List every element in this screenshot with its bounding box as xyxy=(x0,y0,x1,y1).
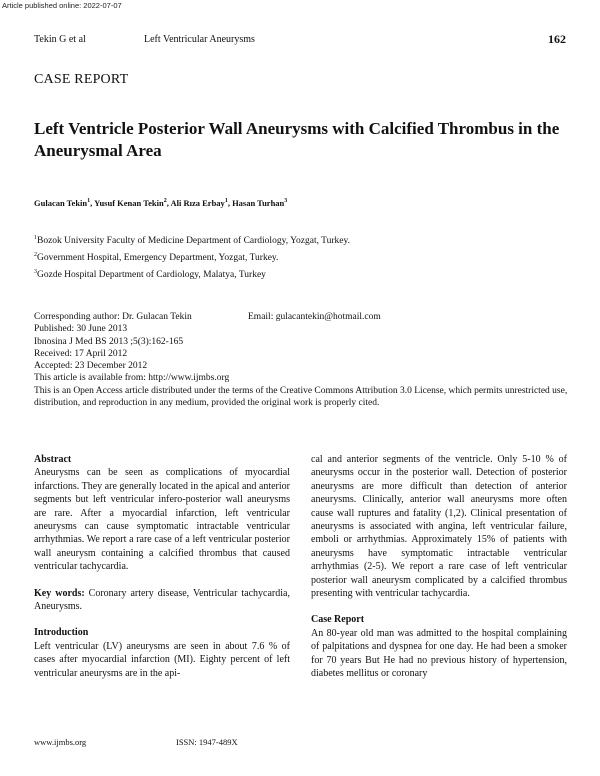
article-type: CASE REPORT xyxy=(34,72,129,87)
author-affiliation-mark: 2 xyxy=(163,198,167,205)
footer-website: www.ijmbs.org xyxy=(34,737,87,747)
case-report-heading: Case Report xyxy=(311,614,365,626)
introduction-text-part1: Left ventricular (LV) aneurysms are seen in about 7.6 % of cases after myocardial infarction (MI). Eighty percent of left ventricular aneurysms are in the api- xyxy=(34,640,290,679)
running-head xyxy=(34,34,566,50)
published-online-line: Article published online: 2022-07-07 xyxy=(2,1,122,10)
abstract-text: Aneurysms can be seen as complications of myocardial infarctions. They are generally located in the apical and anterior segments but left ventricular infero-posterior wall aneurysms are rare. After a myocardial infarction, left ventricular aneurysms can cause symptomatic intractable ventricular arrhythmias. We report a rare case of a left ventricular posterior wall aneurysm containing a calcified thrombus that caused ventricular tachycardia. xyxy=(34,467,290,573)
running-head-authors: Tekin G et al xyxy=(34,34,86,45)
author-affiliation-mark: 1 xyxy=(224,198,228,205)
accepted-date: Accepted: 23 December 2012 xyxy=(34,361,148,372)
corresponding-author: Corresponding author: Dr. Gulacan Tekin xyxy=(34,312,192,322)
keywords-label: Key words: xyxy=(34,587,85,599)
author-affiliation-mark: 3 xyxy=(284,198,288,205)
keywords-text: Coronary artery disease, Ventricular tachycardia, Aneurysms. xyxy=(34,587,290,613)
author-name: Hasan Turhan xyxy=(232,198,285,208)
author-name: Ali Rıza Erbay xyxy=(170,198,225,208)
author-name: Gulacan Tekin xyxy=(34,198,88,208)
author-list: Gulacan Tekin$^1$, Yusuf Kenan Tekin$^2$, Ali Rıza Erbay$^1$, Hasan Turhan$^3$ xyxy=(34,198,288,208)
keywords xyxy=(34,587,290,614)
abstract-heading: Abstract xyxy=(34,454,72,465)
running-head-title: Left Ventricular Aneurysms xyxy=(144,34,255,45)
article-metadata xyxy=(34,311,574,409)
corresponding-email: Email: gulacantekin@hotmail.com xyxy=(248,312,381,322)
introduction-text-part2: cal and anterior segments of the ventricle. Only 5-10 % of aneurysms occur in the posterior wall. Detection of posterior aneurysms are more difficult than detection of anterior aneurysms. Clinically, anterior wall aneurysms more often cause wall ruptures and fatality (1,2). Clinical presentation of aneurysms is associated with angina, left ventricular failure, emboli or arrhythmias. Approximately 15% of patients with aneurysms have symptomatic intractable ventricular arrhythmias (2-5). We report a rare case of left ventricular posterior wall aneurysm complicated by a calcified thrombus presenting with ventricular tachycardia. xyxy=(311,454,567,600)
affiliation: $^3$Gozde Hospital Department of Cardiology, Malatya, Turkey xyxy=(34,269,266,281)
affiliation: $^2$Government Hospital, Emergency Department, Yozgat, Turkey. xyxy=(34,252,279,264)
affiliation-list xyxy=(34,231,350,282)
availability-note: This article is available from: http://www.ijmbs.org xyxy=(34,373,230,384)
case-report-text: An 80-year old man was admitted to the hospital complaining of palpitations and dyspnea for one day. He had been a smoker for 70 years But He had no previous history of hypertension, diabetes mellitus or coronary xyxy=(311,627,567,680)
introduction-heading: Introduction xyxy=(34,627,89,639)
article-title: Left Ventricle Posterior Wall Aneurysms with Calcified Thrombus in the Aneurysmal Area xyxy=(34,119,560,160)
author-name: Yusuf Kenan Tekin xyxy=(94,198,164,208)
received-date: Received: 17 April 2012 xyxy=(34,348,128,359)
left-column xyxy=(34,453,290,680)
published-date: Published: 30 June 2013 xyxy=(34,324,128,335)
right-column xyxy=(311,453,567,681)
affiliation: $^1$Bozok University Faculty of Medicine Department of Cardiology, Yozgat, Turkey. xyxy=(34,235,351,247)
page-number: 162 xyxy=(548,32,566,46)
footer-issn: ISSN: 1947-489X xyxy=(176,737,238,747)
author-affiliation-mark: 1 xyxy=(87,198,91,205)
journal-citation: Ibnosina J Med BS 2013 ;5(3):162-165 xyxy=(34,336,184,347)
license-statement: This is an Open Access article distributed under the terms of the Creative Commons Attribution 3.0 License, which permits unrestricted use, distribution, and reproduction in any medium, provided the original work is properly cited. xyxy=(34,385,568,409)
